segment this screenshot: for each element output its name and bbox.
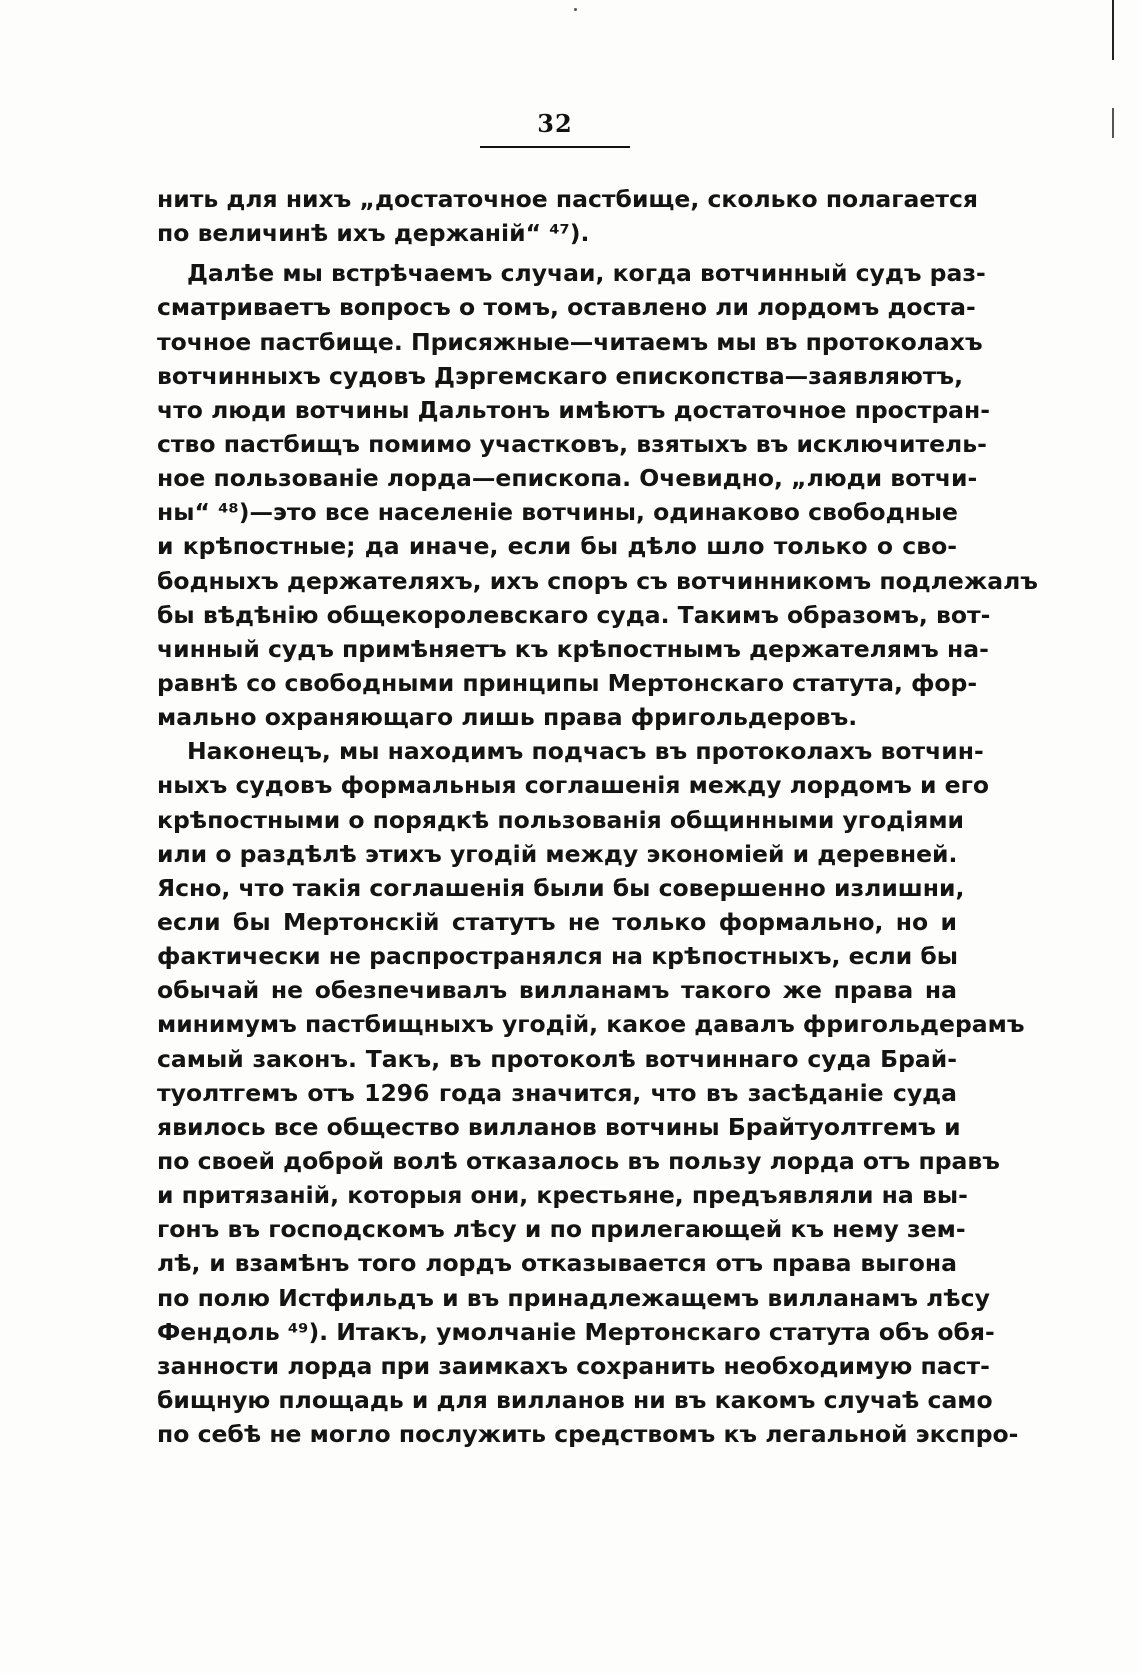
body-text [157, 182, 1038, 1451]
text-line: самый законъ. Такъ, въ протоколѣ вотчиннаго суда Брай- [157, 1044, 957, 1073]
text-line: Фендоль ⁴⁹). Итакъ, умолчаніе Мертонскаго статута объ обя- [157, 1317, 995, 1346]
text-line: туолтгемъ отъ 1296 года значится, что въ засѣданіе суда [157, 1078, 957, 1107]
text-line: лѣ, и взамѣнъ того лордъ отказывается отъ права выгона [157, 1249, 957, 1278]
text-line: фактически не распространялся на крѣпостныхъ, если бы [157, 942, 959, 971]
text-line: бодныхъ держателяхъ, ихъ споръ съ вотчинникомъ подлежалъ [157, 566, 1038, 595]
text-line: или о раздѣлѣ этихъ угодій между экономіей и деревней. [157, 839, 958, 868]
text-line: крѣпостными о порядкѣ пользованія общинными угодіями [157, 805, 965, 834]
text-line: и притязаній, которыя они, крестьяне, предъявляли на вы- [157, 1181, 968, 1210]
text-line: гонъ въ господскомъ лѣсу и по прилегающей къ нему зем- [157, 1215, 966, 1244]
text-line: по величинѣ ихъ держаній“ ⁴⁷). [157, 219, 590, 248]
text-line: что люди вотчины Дальтонъ имѣютъ достаточное простран- [157, 395, 990, 424]
text-line: вотчинныхъ судовъ Дэргемскаго епископства—заявляютъ, [157, 361, 963, 390]
text-line: Ясно, что такія соглашенія были бы совершенно излишни, [157, 873, 965, 902]
text-line: по себѣ не могло послужить средствомъ къ легальной экспро- [157, 1420, 1019, 1449]
text-line: ство пастбищъ помимо участковъ, взятыхъ въ исключитель- [157, 429, 987, 458]
text-line: бищную площадь и для вилланов ни въ какомъ случаѣ само [157, 1385, 993, 1414]
text-line: равнѣ со свободными принципы Мертонскаго статута, фор- [157, 668, 978, 697]
text-line: явилось все общество вилланов вотчины Брайтуолтгемъ и [157, 1112, 961, 1141]
text-line: ны“ ⁴⁸)—это все населеніе вотчины, одинаково свободные [157, 498, 958, 527]
scan-edge-mark [1112, 108, 1114, 138]
text-line: мально охраняющаго лишь права фригольдеровъ. [157, 703, 858, 732]
text-line: и крѣпостные; да иначе, если бы дѣло шло только о сво- [157, 532, 957, 561]
text-line: бы вѣдѣнію общекоролевскаго суда. Такимъ образомъ, вот- [157, 600, 991, 629]
text-line: сматриваетъ вопросъ о томъ, оставлено ли лордомъ доста- [157, 293, 976, 322]
text-line: по полю Истфильдъ и въ принадлежащемъ вилланамъ лѣсу [157, 1283, 990, 1312]
text-line: точное пастбище. Присяжные—читаемъ мы въ протоколахъ [157, 327, 983, 356]
text-line: нить для нихъ „достаточное пастбище, сколько полагается [157, 185, 978, 213]
scan-edge-mark [1112, 0, 1114, 60]
text-line: минимумъ пастбищныхъ угодій, какое давалъ фригольдерамъ [157, 1010, 1025, 1039]
text-line: по своей доброй волѣ отказалось въ пользу лорда отъ правъ [157, 1146, 1000, 1175]
text-line: Наконецъ, мы находимъ подчасъ въ протоколахъ вотчин- [187, 737, 984, 766]
text-line: чинный судъ примѣняетъ къ крѣпостнымъ держателямъ на- [157, 634, 989, 663]
page-number: 32 [537, 109, 573, 138]
text-line: обычай не обезпечивалъ вилланамъ такого же права на [157, 976, 957, 1005]
scan-speck [574, 8, 577, 11]
text-line: ныхъ судовъ формальныя соглашенія между лордомъ и его [157, 771, 990, 800]
page-header [480, 109, 630, 148]
text-line: занности лорда при заимкахъ сохранить необходимую паст- [157, 1351, 990, 1380]
header-rule [480, 146, 630, 148]
text-line: ное пользованіе лорда—епископа. Очевидно, „люди вотчи- [157, 464, 978, 493]
text-line: Далѣе мы встрѣчаемъ случаи, когда вотчинный судъ раз- [187, 259, 986, 288]
text-line: если бы Мертонскій статутъ не только формально, но и [157, 907, 957, 936]
